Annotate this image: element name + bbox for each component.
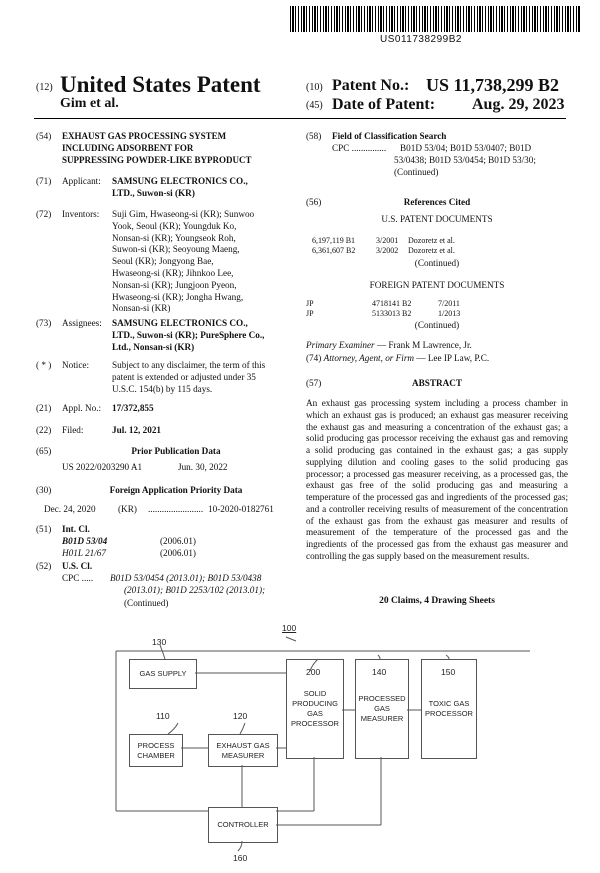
field-cpc-line: 53/0438; B01D 53/0454; B01D 53/30; [394, 155, 536, 165]
solid-producing-gas-processor-box: SOLID PRODUCING GAS PROCESSOR [286, 659, 344, 759]
cpc-line: (2013.01); B01D 2253/102 (2013.01); [124, 585, 266, 595]
us-doc-author: Dozoretz et al. [408, 246, 455, 255]
inventors-code: (72) [36, 209, 52, 219]
foreign-doc-country: JP [306, 309, 314, 318]
foreign-doc-number: 5133013 B2 [372, 309, 412, 318]
intcl-version: (2006.01) [160, 536, 196, 546]
filed-date: Jul. 12, 2021 [112, 425, 162, 435]
prior-date: Jun. 30, 2022 [178, 462, 228, 472]
appl-no: 17/372,855 [112, 403, 154, 413]
foreign-docs-continued: (Continued) [414, 320, 460, 330]
inventors-list: Suji Gim, Hwaseong-si (KR); Sunwoo Yook, Seoul (KR); Youngduk Ko, Nonsan-si (KR); Youngseok Roh, Suwon-si (KR); Seoyoung Maeng, Seoul (KR); Jongyong Bae, Hwaseong-si (KR); Jihnkoo Lee, Nonsan-si (KR); Jungjoon Pyeon, Hwaseong-si (KR); Jongha Hwang, Nonsan-si (KR) [112, 209, 255, 314]
applicant-code: (71) [36, 176, 52, 186]
refs-heading: References Cited [403, 197, 471, 207]
inventors-label: Inventors: [62, 209, 100, 219]
ref-150: 150 [441, 667, 456, 677]
ref-160: 160 [233, 853, 248, 863]
toxic-gas-processor-box: TOXIC GAS PROCESSOR [421, 659, 477, 759]
field-code: (58) [306, 131, 322, 141]
foreign-code: (30) [36, 485, 52, 495]
us-doc-number: 6,361,607 B2 [312, 246, 356, 255]
primary-examiner: Primary Examiner — Frank M Lawrence, Jr. [306, 340, 472, 350]
appl-code: (21) [36, 403, 52, 413]
us-doc-date: 3/2002 [376, 246, 399, 255]
abstract-code: (57) [306, 378, 322, 388]
foreign-doc-date: 7/2011 [438, 299, 460, 308]
inventors-short: Gim et al. [60, 96, 119, 111]
barcode [290, 6, 580, 32]
foreign-country: (KR) [118, 504, 137, 514]
ref-130: 130 [152, 637, 167, 647]
ref-200: 200 [306, 667, 321, 677]
title-code: (54) [36, 131, 52, 141]
patent-no: US 11,738,299 B2 [426, 75, 560, 95]
cpc-line: B01D 53/0454 (2013.01); B01D 53/0438 [110, 573, 262, 583]
field-continued: (Continued) [394, 167, 439, 177]
controller-box: CONTROLLER [208, 807, 278, 843]
prior-heading: Prior Publication Data [131, 446, 221, 456]
notice-label: Notice: [62, 360, 90, 370]
notice-text: Subject to any disclaimer, the term of this patent is extended or adjusted under 35 U.S.C. 154(b) by 115 days. [112, 360, 266, 394]
assignees-code: (73) [36, 318, 52, 328]
abstract-heading: ABSTRACT [411, 378, 463, 388]
intcl-class: B01D 53/04 [62, 536, 108, 546]
assignees: SAMSUNG ELECTRONICS CO., LTD., Suwon-si (KR); PureSphere Co., Ltd., Nonsan-si (KR) [112, 318, 265, 352]
ref-120: 120 [233, 711, 248, 721]
uscl-label: U.S. Cl. [62, 561, 93, 571]
cpc-label: CPC ..... [62, 573, 94, 583]
foreign-date: Dec. 24, 2020 [44, 504, 96, 514]
claims-summary: 20 Claims, 4 Drawing Sheets [379, 596, 495, 606]
us-docs-continued: (Continued) [414, 258, 460, 268]
prior-code: (65) [36, 446, 52, 456]
ref-110: 110 [156, 711, 170, 721]
barcode-number: US011738299B2 [380, 34, 462, 45]
applicant: SAMSUNG ELECTRONICS CO., LTD., Suwon-si (KR) [112, 176, 248, 198]
patent-no-label: Patent No.: [332, 77, 410, 94]
date-label: Date of Patent: [332, 96, 436, 113]
foreign-doc-date: 1/2013 [438, 309, 461, 318]
abstract-text: An exhaust gas processing system including a process chamber in which an exhaust gas is produced; an exhaust gas measurer receiving the exhaust gas and measuring a concentration of the exhaust gas; a solid producing gas processor receiving the exhaust gas and removing a solid producing gas contained in the exhaust gas; a gas supply supplying dilution and cooling gases to the solid producing gas processor; a processed gas measurer receiving, as a processed gas, the exhaust gas free of the solid producing gas and measuring a temperature of the processed gas and ingredients of the processed gas; and a controller receiving results of measurement of the concentration of the exhaust gas from the exhaust gas measurer and results of measurement of the temperature of the processed gas and the ingredients of the processed gas from the exhaust gas measurer and controlling the gas supply based on the measurement results. [306, 398, 568, 561]
us-doc-date: 3/2001 [376, 236, 399, 245]
us-docs-heading: U.S. PATENT DOCUMENTS [381, 214, 493, 224]
drawing [0, 615, 600, 873]
notice-code: ( * ) [36, 360, 52, 370]
prior-pub: US 2022/0203290 A1 [62, 462, 143, 472]
system-ref: 100 [282, 623, 297, 633]
date-of-patent: Aug. 29, 2023 [472, 96, 565, 113]
applicant-label: Applicant: [62, 176, 101, 186]
field-cpc-line: B01D 53/04; B01D 53/0407; B01D [400, 143, 532, 153]
assignees-label: Assignees: [62, 318, 102, 328]
header-rule [34, 118, 566, 119]
us-doc-author: Dozoretz et al. [408, 236, 455, 245]
foreign-dots: ........................ [148, 504, 204, 514]
filed-label: Filed: [62, 425, 84, 435]
refs-code: (56) [306, 197, 322, 207]
gas-supply-box: GAS SUPPLY [129, 659, 197, 689]
patent-no-code: (10) [306, 82, 323, 93]
us-doc-number: 6,197,119 B1 [312, 236, 356, 245]
field-cpc-label: CPC ............... [332, 143, 387, 153]
ref-140: 140 [372, 667, 387, 677]
foreign-doc-country: JP [306, 299, 314, 308]
invention-title: EXHAUST GAS PROCESSING SYSTEM INCLUDING ADSORBENT FOR SUPPRESSING POWDER-LIKE BYPRODUCT [62, 131, 252, 165]
foreign-heading: Foreign Application Priority Data [109, 485, 243, 495]
process-chamber-box: PROCESS CHAMBER [129, 734, 183, 767]
exhaust-gas-measurer-box: EXHAUST GAS MEASURER [208, 734, 278, 767]
appl-label: Appl. No.: [62, 403, 102, 413]
field-heading: Field of Classification Search [332, 131, 447, 141]
processed-gas-measurer-box: PROCESSED GAS MEASURER [355, 659, 409, 759]
attorney: (74) Attorney, Agent, or Firm — Lee IP Law, P.C. [306, 353, 490, 363]
intcl-class: H01L 21/67 [62, 548, 106, 558]
date-code: (45) [306, 100, 323, 111]
foreign-docs-heading: FOREIGN PATENT DOCUMENTS [369, 280, 505, 290]
foreign-doc-number: 4718141 B2 [372, 299, 412, 308]
filed-code: (22) [36, 425, 52, 435]
uscl-code: (52) [36, 561, 52, 571]
intcl-code: (51) [36, 524, 52, 534]
cpc-continued: (Continued) [124, 598, 169, 608]
intcl-version: (2006.01) [160, 548, 196, 558]
doc-type: United States Patent [60, 72, 261, 97]
doc-type-code: (12) [36, 82, 53, 93]
foreign-no: 10-2020-0182761 [208, 504, 274, 514]
intcl-label: Int. Cl. [62, 524, 90, 534]
